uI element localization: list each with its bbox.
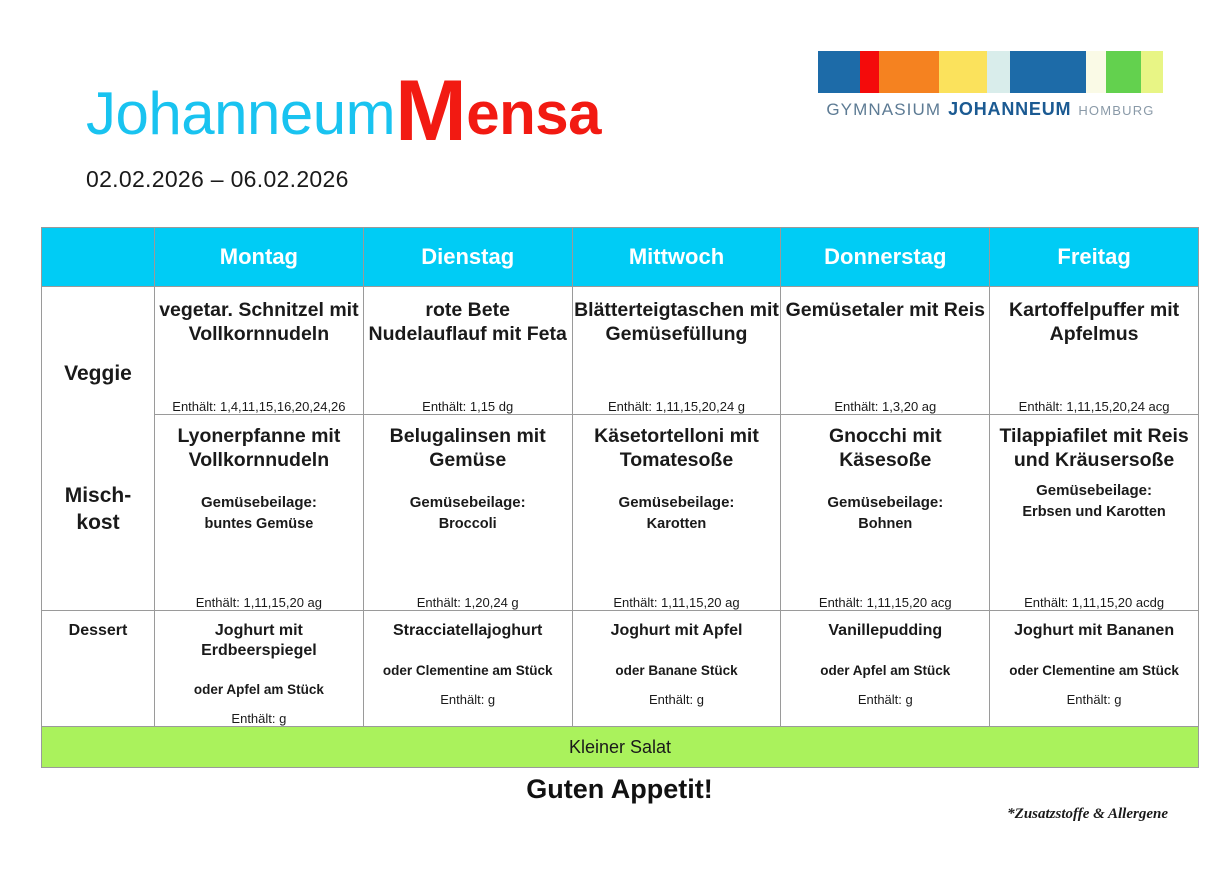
dish-contains: Enthält: 1,11,15,20 acdg [1024, 595, 1165, 610]
dish-contains: Enthält: 1,11,15,20,24 g [607, 399, 746, 414]
side-value: Bohnen [858, 515, 913, 532]
brand-block [86, 63, 601, 193]
side-value: Broccoli [438, 515, 497, 532]
row-label-mischkost-line2: kost [76, 510, 120, 534]
dish-contains: Enthält: g [440, 691, 496, 707]
dish-name: rote Bete Nudelauflauf mit Feta [368, 299, 567, 345]
menu-table-head [42, 228, 1199, 287]
side-label: Gemüsebeilage: [409, 493, 526, 511]
dish-name: Tilappiafilet mit Reis und Kräusersoße [999, 425, 1189, 471]
dish-name: Vanillepudding [828, 622, 943, 639]
logo-wordmark [818, 99, 1163, 120]
dish-name: Joghurt mit Apfel [610, 622, 743, 639]
dish-contains: Enthält: g [649, 691, 704, 707]
salad-banner-row [42, 727, 1199, 768]
row-label-veggie-mischkost [42, 287, 155, 611]
dish-name: Kartoffelpuffer mit Apfelmus [1009, 299, 1180, 345]
dish-name: Gnocchi mit Käsesoße [828, 425, 942, 471]
dish-name: Blätterteigtaschen mit Gemüsefüllung [574, 299, 779, 345]
school-logo [818, 51, 1163, 120]
dish-cell-veggie-montag [155, 287, 364, 415]
dish-name: Joghurt mit Erdbeerspiegel [201, 622, 317, 659]
dish-contains: Enthält: 1,15 dg [422, 399, 514, 414]
day-header-montag: Montag [155, 228, 364, 287]
allergene-note: *Zusatzstoffe & Allergene [1007, 806, 1168, 822]
side-label: Gemüsebeilage: [1036, 481, 1153, 499]
menu-table-wrap [41, 227, 1198, 768]
dish-cell-mischkost-freitag [990, 415, 1199, 611]
dish-cell-dessert-mittwoch [572, 611, 781, 727]
brand-mensa-rest: ensa [466, 80, 601, 147]
dish-name: Lyonerpfanne mit Vollkornnudeln [177, 425, 341, 471]
dish-cell-dessert-dienstag [363, 611, 572, 727]
dish-contains: Enthält: 1,11,15,20 ag [613, 595, 740, 610]
logo-color-bars [818, 51, 1163, 93]
table-row-veggie [42, 287, 1199, 415]
page-header [0, 0, 1228, 218]
brand-johanneum: Johanneum [86, 80, 396, 147]
dish-alternative: oder Apfel am Stück [820, 662, 951, 678]
dish-cell-dessert-freitag [990, 611, 1199, 727]
dish-name: Joghurt mit Bananen [1014, 622, 1175, 639]
page-title [86, 63, 601, 159]
side-value: Karotten [646, 515, 707, 532]
row-label-dessert: Dessert [42, 611, 155, 727]
side-label: Gemüsebeilage: [827, 493, 944, 511]
guten-appetit-text: Guten Appetit! [526, 774, 713, 804]
dish-cell-veggie-donnerstag [781, 287, 990, 415]
row-label-veggie: Veggie [64, 362, 132, 386]
dish-name: Belugalinsen mit Gemüse [389, 425, 546, 471]
dish-name: vegetar. Schnitzel mit Vollkornnudeln [159, 299, 359, 345]
logo-word-gymnasium: GYMNASIUM [826, 100, 942, 119]
brand-mensa [395, 63, 601, 159]
bar-paleblue [987, 51, 1009, 93]
bar-orange [879, 51, 940, 93]
dish-cell-mischkost-montag [155, 415, 364, 611]
dish-alternative: oder Clementine am Stück [1009, 662, 1179, 678]
dish-name: Käsetortelloni mit Tomatesoße [594, 425, 759, 471]
menu-table-body [42, 287, 1199, 768]
bar-cream [1086, 51, 1105, 93]
dish-contains: Enthält: g [857, 691, 913, 707]
table-row-mischkost [42, 415, 1199, 611]
dish-cell-veggie-freitag [990, 287, 1199, 415]
dish-name: Stracciatellajoghurt [393, 622, 543, 639]
corner-cell [42, 228, 155, 287]
dish-alternative: oder Apfel am Stück [193, 682, 324, 698]
dish-alternative: oder Banane Stück [615, 662, 738, 678]
salad-banner: Kleiner Salat [42, 727, 1199, 768]
dish-cell-dessert-donnerstag [781, 611, 990, 727]
table-row-dessert [42, 611, 1199, 727]
menu-table [41, 227, 1199, 768]
logo-word-homburg: HOMBURG [1078, 103, 1155, 118]
row-label-mischkost-line1: Misch- [64, 484, 132, 508]
bar-blue-1 [818, 51, 860, 93]
side-label: Gemüsebeilage: [618, 493, 735, 511]
dish-cell-dessert-montag [155, 611, 364, 727]
dish-alternative: oder Clementine am Stück [382, 662, 553, 678]
bar-blue-2 [1010, 51, 1087, 93]
logo-word-johanneum: JOHANNEUM [948, 99, 1072, 119]
dish-cell-veggie-mittwoch [572, 287, 781, 415]
date-range: 02.02.2026 – 06.02.2026 [86, 166, 349, 192]
dish-cell-mischkost-donnerstag [781, 415, 990, 611]
bar-yellow [939, 51, 987, 93]
dish-contains: Enthält: 1,11,15,20 acg [818, 595, 952, 610]
bar-green [1106, 51, 1141, 93]
dish-contains: Enthält: 1,3,20 ag [834, 399, 937, 414]
dish-contains: Enthält: 1,4,11,15,16,20,24,26 [172, 399, 346, 414]
brand-mensa-initial: M [395, 63, 467, 159]
day-header-mittwoch: Mittwoch [572, 228, 781, 287]
day-header-dienstag: Dienstag [363, 228, 572, 287]
dish-contains: Enthält: 1,11,15,20 ag [195, 595, 323, 610]
dish-name: Gemüsetaler mit Reis [785, 299, 985, 321]
bar-lime [1141, 51, 1163, 93]
side-label: Gemüsebeilage: [200, 493, 317, 511]
dish-contains: Enthält: g [231, 711, 287, 727]
dish-cell-mischkost-dienstag [363, 415, 572, 611]
dish-contains: Enthält: 1,11,15,20,24 acg [1018, 399, 1170, 414]
day-header-donnerstag: Donnerstag [781, 228, 990, 287]
dish-cell-veggie-dienstag [363, 287, 572, 415]
page-footer [41, 768, 1198, 848]
side-value: buntes Gemüse [204, 515, 314, 532]
dish-contains: Enthält: 1,20,24 g [416, 595, 519, 610]
dish-cell-mischkost-mittwoch [572, 415, 781, 611]
day-header-row [42, 228, 1199, 287]
dish-contains: Enthält: g [1066, 691, 1122, 707]
bar-red [860, 51, 879, 93]
day-header-freitag: Freitag [990, 228, 1199, 287]
side-value: Erbsen und Karotten [1022, 503, 1166, 520]
